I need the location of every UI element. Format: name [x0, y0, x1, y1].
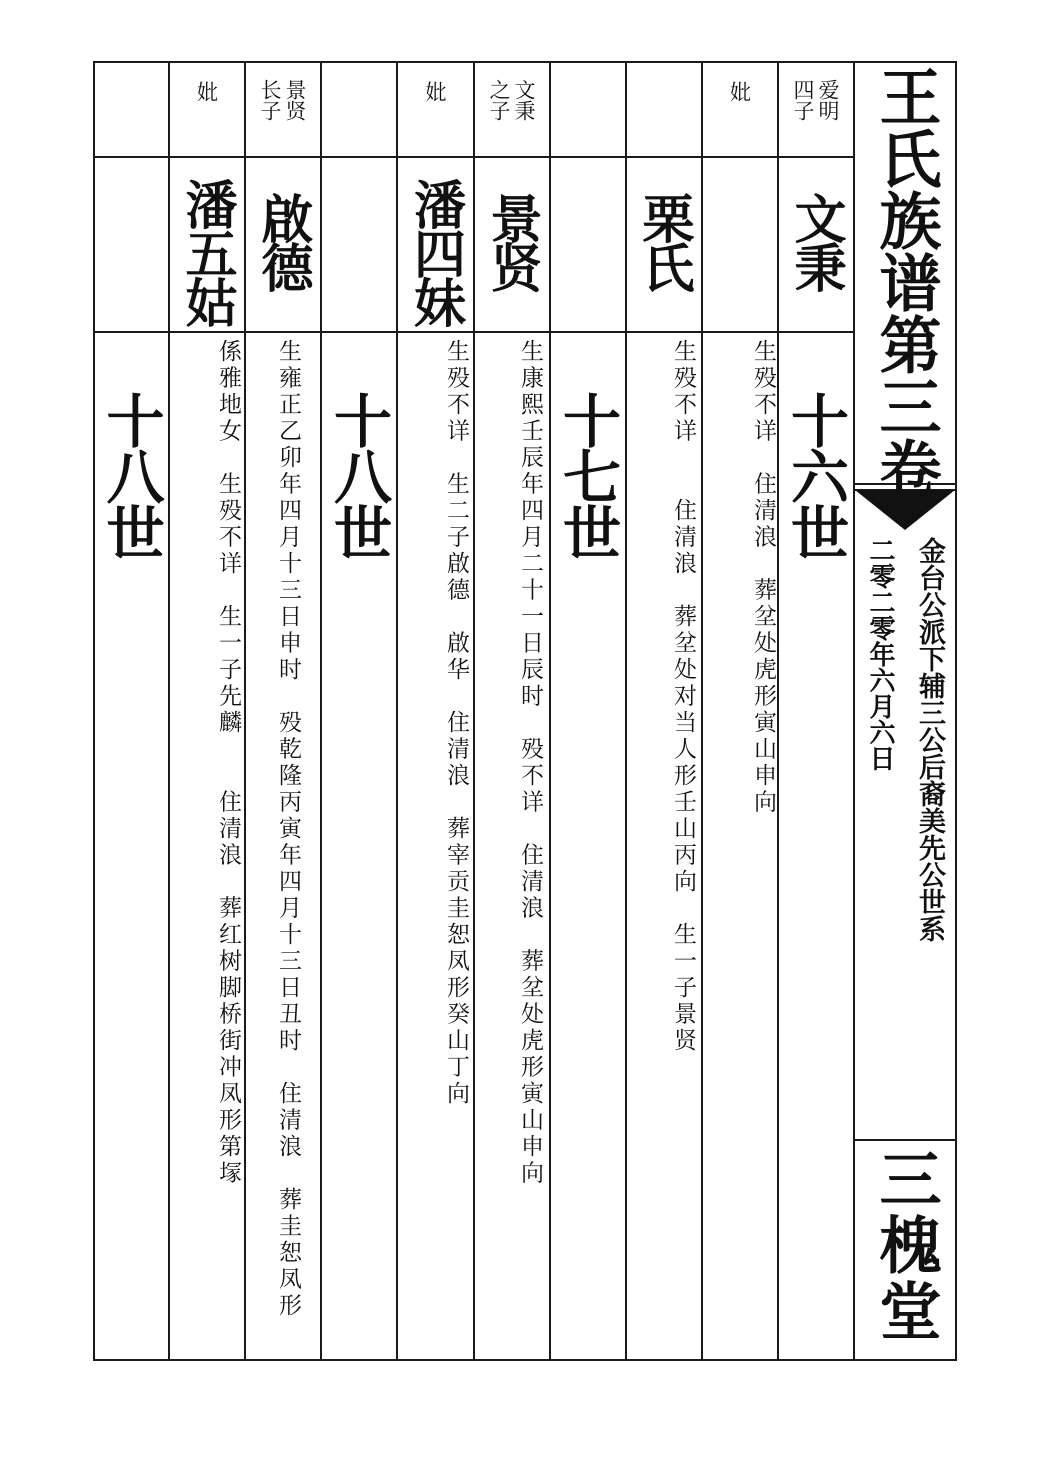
lineage-subtitle: 金台公派下辅三公后裔美先公世系	[914, 537, 945, 942]
relation-label: 妣	[727, 81, 752, 102]
generation-cell	[93, 333, 168, 991]
relation-cell	[701, 61, 777, 176]
relation-label: 妣	[423, 81, 447, 102]
bio-cell	[505, 333, 555, 1365]
person-name: 文秉	[785, 192, 846, 290]
biography-text: 生康熙壬辰年四月二十一日辰时 殁不详 住清浪 葬坌处虎形寅山申向	[517, 339, 543, 1187]
biography-text: 生雍正乙卯年四月十三日申时 殁乾隆丙寅年四月十三日丑时 住清浪 葬圭恕凤形	[275, 339, 301, 1320]
compile-date: 二零二零年六月六日	[865, 537, 895, 771]
person-name: 潘四妹	[404, 178, 466, 325]
generation-label: 十七世	[553, 391, 621, 559]
bio-cell	[203, 333, 253, 1365]
person-name: 景贤	[481, 192, 542, 290]
name-cell	[396, 158, 473, 351]
name-cell	[168, 158, 244, 351]
bio-cell	[738, 333, 788, 1365]
bio-cell	[256, 333, 320, 1365]
biography-text: 生殁不详 住清浪 葬坌处虎形寅山申向	[750, 339, 776, 816]
date-cell	[855, 537, 905, 837]
generation-label: 十八世	[96, 391, 165, 559]
bio-cell	[431, 333, 481, 1365]
relation-label: 景贤 长子	[258, 79, 307, 121]
page-title: 王氏族谱第三卷	[869, 65, 942, 499]
generation-label: 十八世	[324, 391, 392, 559]
biography-text: 生殁不详 生二子啟德 啟华 住清浪 葬宰贡圭恕凤形癸山丁向	[443, 339, 469, 1108]
person-name: 栗氏	[633, 192, 694, 290]
hall-cell	[855, 1141, 955, 1365]
genealogy-page	[93, 61, 957, 1361]
hall-name: 三槐堂	[869, 1147, 942, 1345]
person-name: 啟德	[252, 192, 313, 290]
relation-label: 文秉 之子	[487, 79, 536, 121]
subtitle-cell	[903, 537, 955, 1097]
generation-label: 十六世	[781, 391, 849, 559]
generation-cell	[549, 333, 625, 991]
relation-label: 爱明 四子	[791, 79, 840, 121]
bio-cell	[658, 333, 708, 1365]
biography-text: 係雅地女 生殁不详 生一子先麟 住清浪 葬红树脚桥街冲凤形第塜	[215, 339, 241, 1187]
frame-right-border	[955, 61, 957, 1361]
title-cell	[855, 61, 955, 499]
relation-label: 妣	[194, 81, 219, 102]
person-name: 潘五姑	[176, 178, 237, 325]
generation-cell	[320, 333, 396, 991]
biography-text: 生殁不详 住清浪 葬坌处对当人形壬山丙向 生一子景贤	[670, 339, 696, 1055]
generation-cell	[777, 333, 853, 991]
